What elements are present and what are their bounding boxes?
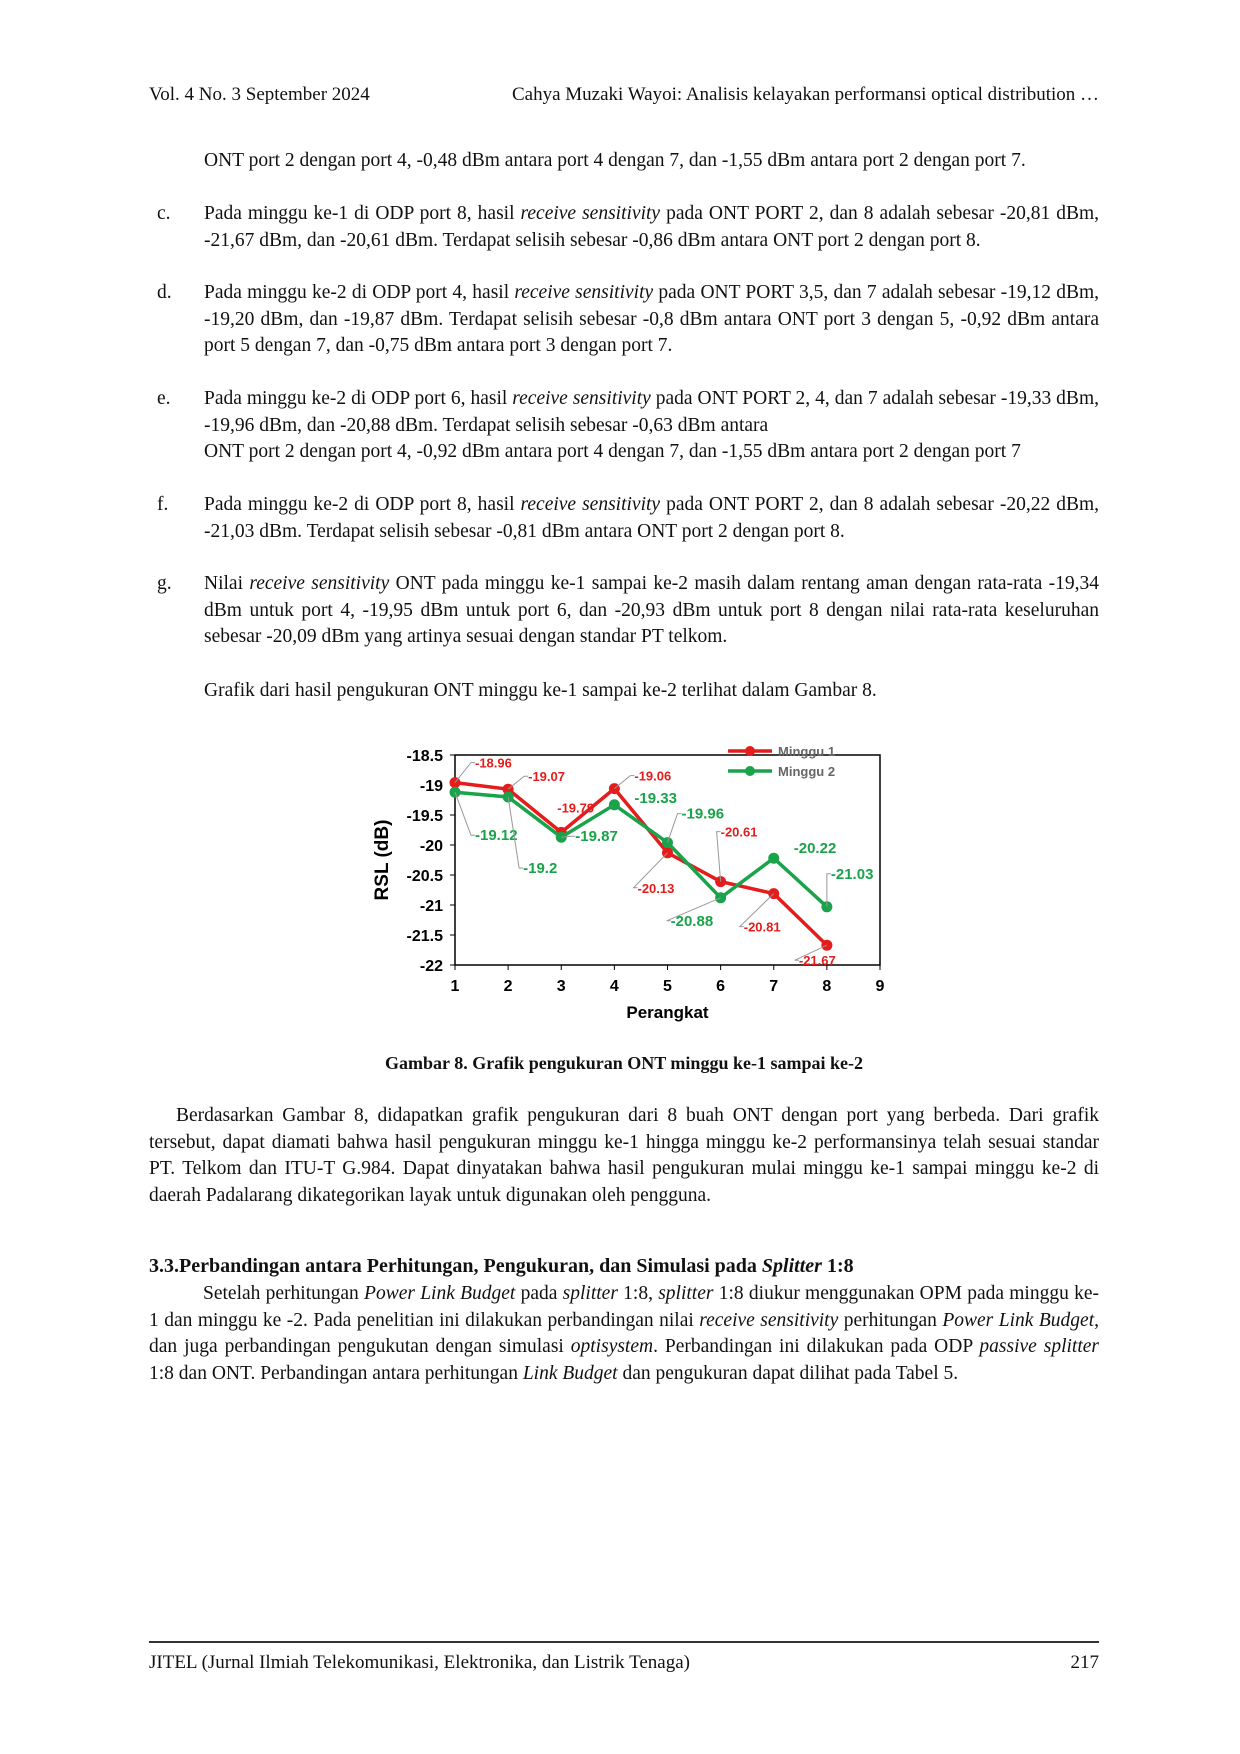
data-label: -21.67 [798, 953, 836, 969]
data-label: -20.88 [670, 912, 714, 930]
page-number: 217 [1070, 1652, 1099, 1673]
list-label: d. [157, 282, 172, 303]
y-tick-label: -18.5 [406, 748, 443, 765]
list-text: Nilai receive sensitivity ONT pada minggu ke-1 sampai ke-2 masih dalam rentang aman dengan rata-rata -19,34 dBm untuk port 4, -19,95 dBm untuk port 6, dan -20,93 dBm untuk port 8 dengan nilai rata-rata keseluruhan sebesar -20,09 dBm yang artinya sesuai dengan standar PT telkom. [204, 573, 1099, 647]
data-label: -19.07 [528, 769, 565, 785]
y-tick-label: -19 [419, 778, 443, 795]
label-leader [455, 763, 475, 783]
chart-data-labels [455, 756, 873, 969]
y-tick-label: -21 [419, 898, 443, 915]
footer-journal: JITEL (Jurnal Ilmiah Telekomunikasi, Elektronika, dan Listrik Tenaga) [149, 1652, 690, 1673]
list-text: Pada minggu ke-2 di ODP port 6, hasil receive sensitivity pada ONT PORT 2, 4, dan 7 adalah sebesar -19,33 dBm, -19,96 dBm, dan -20,88 dBm. Terdapat selisih sebesar -0,63 dBm antara ONT port 2 dengan port 4, -0,92 dBm antara port 4 dengan 7, dan -1,55 dBm antara port 2 dengan port 7 [204, 388, 1099, 462]
x-tick-label: 4 [609, 978, 619, 995]
data-point [768, 853, 779, 864]
list-label: c. [157, 203, 171, 224]
data-point [715, 892, 726, 903]
legend-marker [745, 766, 755, 776]
x-tick-label: 1 [450, 978, 460, 995]
x-tick-label: 9 [875, 978, 885, 995]
figure-intro: Grafik dari hasil pengukuran ONT minggu ke-1 sampai ke-2 terlihat dalam Gambar 8. [204, 680, 877, 701]
list-label: g. [157, 573, 172, 594]
list-text: Pada minggu ke-2 di ODP port 8, hasil receive sensitivity pada ONT PORT 2, dan 8 adalah sebesar -20,22 dBm, -21,03 dBm. Terdapat selisih sebesar -0,81 dBm antara ONT port 2 dengan port 8. [204, 494, 1099, 542]
y-tick-label: -19.5 [406, 808, 443, 825]
x-tick-label: 3 [556, 978, 566, 995]
data-label: -19.96 [681, 805, 725, 823]
label-leader [508, 776, 528, 789]
section-number: 3.3. [149, 1255, 179, 1277]
list-continuation: ONT port 2 dengan port 4, -0,48 dBm antara port 4 dengan 7, dan -1,55 dBm antara port 2 dengan port 7. [204, 150, 1026, 171]
x-tick-label: 7 [769, 978, 779, 995]
legend-marker [745, 746, 755, 756]
y-tick-label: -20.5 [406, 868, 443, 885]
data-label: -19.06 [634, 768, 672, 784]
header-volume: Vol. 4 No. 3 September 2024 [149, 84, 370, 105]
data-label: -21.03 [830, 865, 874, 883]
chart-legend [728, 744, 835, 779]
rsl-line-chart [0, 735, 1240, 1035]
data-label: -20.61 [720, 824, 758, 840]
chart-axes [372, 748, 885, 1022]
data-label: -20.13 [637, 880, 675, 896]
header-title: Cahya Muzaki Wayoi: Analisis kelayakan performansi optical distribution … [512, 84, 1099, 105]
x-axis-label: Perangkat [626, 1003, 709, 1022]
label-leader [614, 776, 634, 789]
data-label: -19.12 [475, 827, 518, 845]
list-label: e. [157, 388, 171, 409]
footer-rule [149, 1641, 1099, 1643]
x-tick-label: 8 [822, 978, 832, 995]
data-label: -19.2 [523, 860, 558, 877]
y-tick-label: -20 [419, 838, 443, 855]
section-heading: 3.3.Perbandingan antara Perhitungan, Pengukuran, dan Simulasi pada Splitter 1:8 [149, 1255, 854, 1277]
x-tick-label: 6 [716, 978, 726, 995]
running-header [149, 84, 1099, 106]
data-label: -20.22 [793, 840, 837, 858]
list-text: Pada minggu ke-1 di ODP port 8, hasil receive sensitivity pada ONT PORT 2, dan 8 adalah sebesar -20,81 dBm, -21,67 dBm, dan -20,61 dBm. Terdapat selisih sebesar -0,86 dBm antara ONT port 2 dengan port 8. [204, 203, 1099, 251]
legend-label: Minggu 2 [778, 764, 836, 779]
x-tick-label: 5 [663, 978, 672, 995]
page-footer [149, 1652, 1099, 1674]
list-label: f. [157, 494, 169, 515]
list-text: Pada minggu ke-2 di ODP port 4, hasil receive sensitivity pada ONT PORT 3,5, dan 7 adalah sebesar -19,12 dBm, -19,20 dBm, dan -19,87 dBm. Terdapat selisih sebesar -0,8 dBm antara ONT port 3 dengan 5, -0,92 dBm antara port 5 dengan 7, dan -0,75 dBm antara port 3 dengan port 7. [204, 282, 1099, 356]
label-leader [455, 792, 475, 835]
paragraph-result: Berdasarkan Gambar 8, didapatkan grafik pengukuran dari 8 buah ONT dengan port yang berbeda. Dari grafik tersebut, dapat diamati bahwa hasil pengukuran minggu ke-1 hingga minggu ke-2 performansinya telah sesuai standar PT. Telkom dan ITU-T G.984. Dapat dinyatakan bahwa hasil pengukuran mulai minggu ke-1 sampai minggu ke-2 di daerah Padalarang dikategorikan layak untuk digunakan oleh pengguna. [149, 1105, 1099, 1206]
paragraph-comparison: Setelah perhitungan Power Link Budget pada splitter 1:8, splitter 1:8 diukur menggunakan OPM pada minggu ke-1 dan minggu ke -2. Pada penelitian ini dilakukan perbandingan nilai receive sensitivity perhitungan Power Link Budget, dan juga perbandingan pengukutan dengan simulasi optisystem. Perbandingan ini dilakukan pada ODP passive splitter 1:8 dan ONT. Perbandingan antara perhitungan Link Budget dan pengukuran dapat dilihat pada Tabel 5. [149, 1283, 1099, 1384]
data-label: -19.79 [557, 800, 595, 816]
y-tick-label: -21.5 [406, 928, 443, 945]
figure-caption: Gambar 8. Grafik pengukuran ONT minggu ke-1 sampai ke-2 [385, 1053, 863, 1073]
legend-label: Minggu 1 [778, 744, 836, 759]
y-axis-label: RSL (dB) [372, 819, 393, 901]
data-label: -19.33 [634, 789, 677, 807]
x-tick-label: 2 [503, 978, 513, 995]
data-label: -19.87 [575, 828, 618, 846]
data-point [609, 799, 620, 810]
data-label: -20.81 [743, 919, 781, 935]
data-label: -18.96 [475, 755, 512, 771]
y-tick-label: -22 [419, 958, 443, 975]
